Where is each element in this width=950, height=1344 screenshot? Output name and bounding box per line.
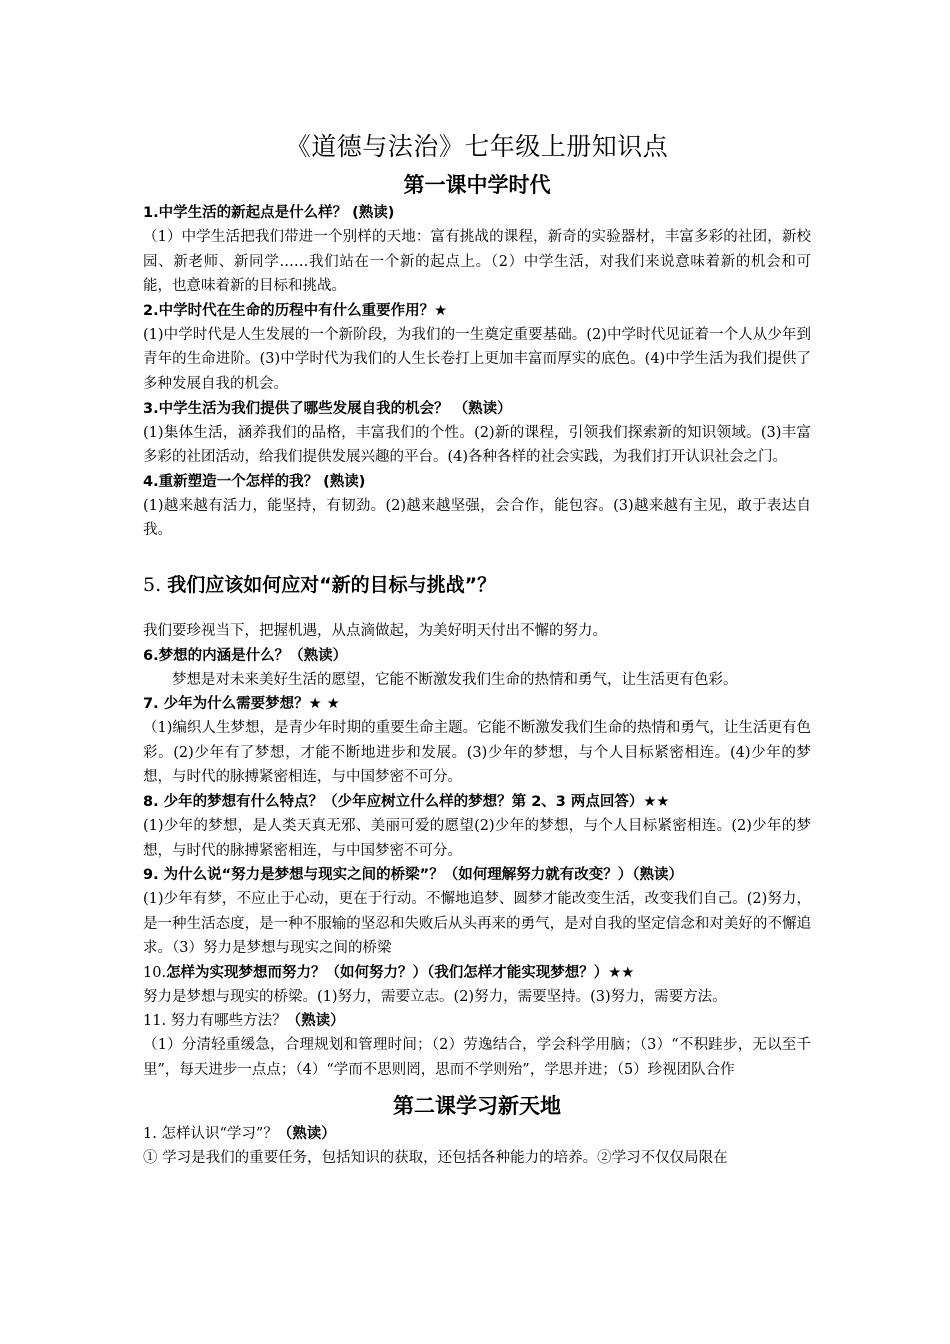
question-10 <box>143 961 811 985</box>
answer-1: （1）中学生活把我们带进一个别样的天地：富有挑战的课程，新奇的实验器材，丰富多彩的社团，新校园、新老师、新同学……我们站在一个新的起点上。（2）中学生活，对我们来说意味着新的机会和可能，也意味着新的目标和挑战。 <box>143 229 811 295</box>
lesson-2-question-1 <box>143 1122 811 1146</box>
answer-9: (1)少年有梦，不应止于心动，更在于行动。不懈地追梦、圆梦才能改变生活，改变我们自己。(2)努力，是一种生活态度，是一种不服输的坚忍和失败后从头再来的勇气，是对自我的坚定信念和对美好的不懈追求。（3）努力是梦想与现实之间的桥梁 <box>143 891 811 957</box>
answer-11: （1）分清轻重缓急，合理规划和管理时间；（2）劳逸结合，学会科学用脑；（3）“不积跬步，无以至千里”，每天进步一点点；（4）“学而不思则罔，思而不学则殆”，学思并进；（5）珍视团队合作 <box>143 1037 811 1079</box>
question-11-text: 11. 努力有哪些方法？ <box>143 1013 287 1030</box>
document-page <box>143 128 811 1170</box>
lesson-2-question-1-tag: （熟读） <box>277 1125 336 1142</box>
lesson-2-question-1-text: 1. 怎样认识“学习”？ <box>143 1125 278 1142</box>
question-11 <box>143 1009 811 1033</box>
lesson-1-title: 第一课中学时代 <box>403 173 551 197</box>
answer-10: 努力是梦想与现实的桥梁。(1)努力，需要立志。(2)努力，需要坚持。(3)努力，需要方法。 <box>143 988 727 1005</box>
question-10-number: 10. <box>143 964 167 981</box>
answer-5: 我们要珍视当下，把握机遇，从点滴做起，为美好明天付出不懈的努力。 <box>143 622 607 639</box>
answer-6: 梦想是对未来美好生活的愿望，它能不断激发我们生命的热情和勇气，让生活更有色彩。 <box>172 671 738 688</box>
question-5-text: 我们应该如何应对“新的目标与挑战”？ <box>167 573 497 596</box>
question-9: 9. 为什么说“努力是梦想与现实之间的桥梁”？（如何理解努力就有改变？）（熟读） <box>143 867 683 884</box>
question-2: 2.中学时代在生命的历程中有什么重要作用？★ <box>143 302 448 319</box>
question-8: 8. 少年的梦想有什么特点？（少年应树立什么样的梦想？第 2、3 两点回答）★★ <box>143 793 670 810</box>
question-6: 6.梦想的内涵是什么？（熟读） <box>143 647 348 664</box>
answer-7: （1)编织人生梦想，是青少年时期的重要生命主题。它能不断激发我们生命的热情和勇气，让生活更有色彩。(2)少年有了梦想，才能不断地进步和发展。(3)少年的梦想，与个人目标紧密相连。(4)少年的梦想，与时代的脉搏紧密相连，与中国梦密不可分。 <box>143 720 811 786</box>
question-10-text: 怎样为实现梦想而努力？（如何努力？）（我们怎样才能实现梦想？）★★ <box>166 964 635 981</box>
question-7: 7. 少年为什么需要梦想？★ ★ <box>143 696 340 713</box>
question-4: 4.重新塑造一个怎样的我？ (熟读) <box>143 473 366 490</box>
question-5 <box>143 571 811 599</box>
answer-2: (1)中学时代是人生发展的一个新阶段，为我们的一生奠定重要基础。(2)中学时代见证着一个人从少年到青年的生命进阶。(3)中学时代为我们的人生长卷打上更加丰富而厚实的底色。(4)中学生活为我们提供了多种发展自我的机会。 <box>143 326 811 392</box>
answer-4: (1)越来越有活力，能坚持，有韧劲。(2)越来越坚强，会合作，能包容。(3)越来越有主见，敢于表达自我。 <box>143 497 811 539</box>
question-1: 1.中学生活的新起点是什么样？ (熟读) <box>143 205 395 221</box>
question-5-number: 5. <box>143 573 162 596</box>
lesson-2-answer-1: ① 学习是我们的重要任务，包括知识的获取，还包括各种能力的培养。②学习不仅仅局限在 <box>143 1149 728 1166</box>
question-11-tag: （熟读） <box>286 1013 345 1030</box>
answer-8: (1)少年的梦想，是人类天真无邪、美丽可爱的愿望(2)少年的梦想，与个人目标紧密相连。(2)少年的梦想，与时代的脉搏紧密相连，与中国梦密不可分。 <box>143 817 811 859</box>
document-title: 《道德与法治》七年级上册知识点 <box>285 132 669 161</box>
question-3: 3.中学生活为我们提供了哪些发展自我的机会？ （熟读） <box>143 400 512 417</box>
answer-3: (1)集体生活，涵养我们的品格，丰富我们的个性。(2)新的课程，引领我们探索新的知识领域。(3)丰富多彩的社团活动，给我们提供发展兴趣的平台。(4)各种各样的社会实践，为我们打开认识社会之门。 <box>143 424 811 466</box>
lesson-2-title: 第二课学习新天地 <box>393 1093 561 1118</box>
